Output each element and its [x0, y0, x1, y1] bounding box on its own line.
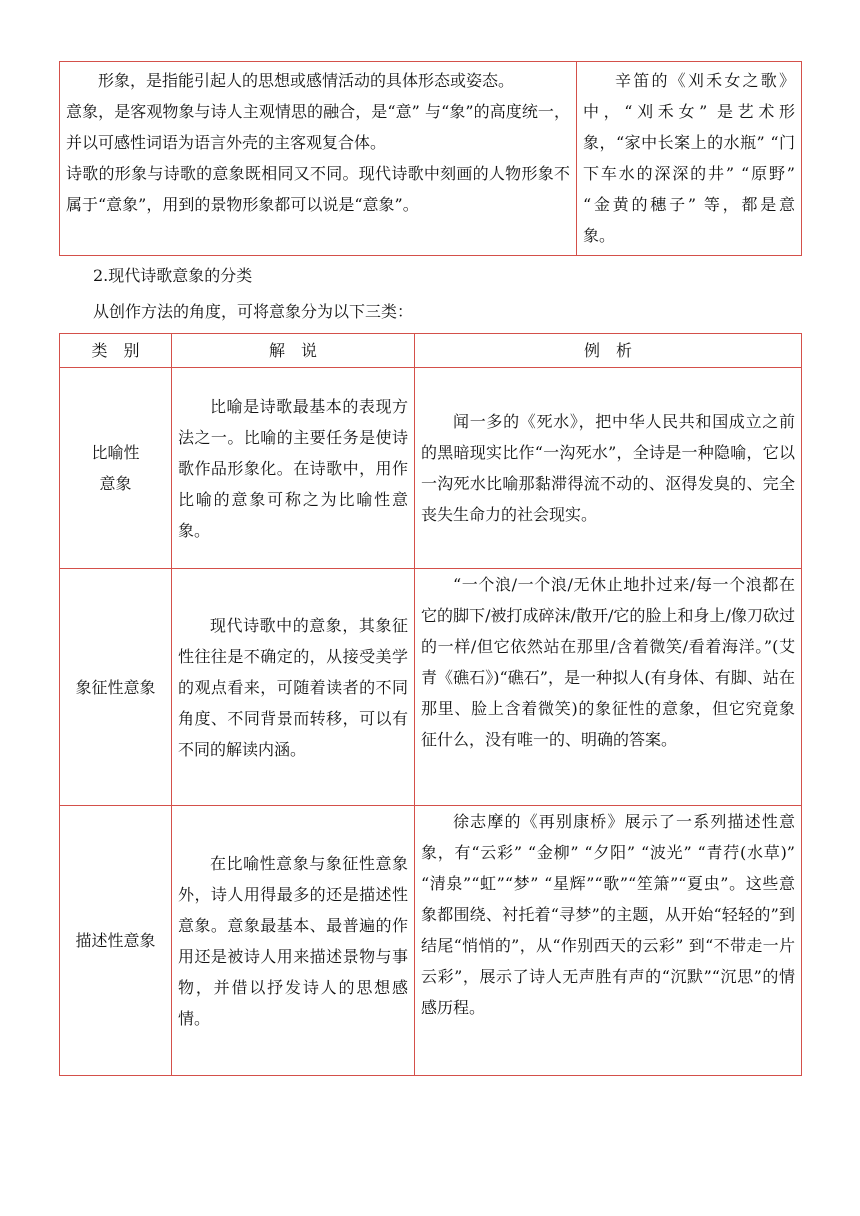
example-text: 徐志摩的《再别康桥》展示了一系列描述性意象，有“云彩” “金柳” “夕阳” “波光” “青荇(水草)” “清泉”“虹”“梦” “星辉”“歌”“笙箫”“夏虫”。这些意象都围绕、衬托着“寻梦”的主题，从开始“轻轻的”到结尾“悄悄的”，从“作别西天的云彩” 到“不带走一片云彩”，展示了诗人无声胜有声的“沉默”“沉思”的情感历程。 — [421, 812, 795, 1017]
example-text: “一个浪/一个浪/无休止地扑过来/每一个浪都在它的脚下/被打成碎沫/散开/它的脸上和身上/像刀砍过的一样/但它依然站在那里/含着微笑/看着海洋。”(艾青《礁石》)“礁石”，是一种拟人(有身体、有脚、站在那里、脸上含着微笑)的象征性的意象，但它究竟象征什么，没有唯一的、明确的答案。 — [421, 575, 795, 749]
explanation-text: 现代诗歌中的意象，其象征性往往是不确定的，从接受美学的观点看来，可随着读者的不同角度、不同背景而转移，可以有不同的解读内涵。 — [178, 615, 408, 759]
example-cell — [415, 368, 802, 569]
concept-example-text: 辛笛的《刈禾女之歌》中，“刈禾女” 是艺术形象，“家中长案上的水瓶” “门下车水的深深的井” “原野” “金黄的穗子” 等，都是意象。 — [583, 71, 795, 245]
table-row — [60, 569, 802, 806]
example-cell — [415, 806, 802, 1076]
explanation-cell — [172, 569, 415, 806]
table-row — [60, 806, 802, 1076]
explanation-cell — [172, 368, 415, 569]
definition-xingxiang: 形象，是指能引起人的思想或感情活动的具体形态或姿态。 — [98, 71, 515, 90]
section-intro: 从创作方法的角度，可将意象分为以下三类： — [93, 302, 414, 321]
category-label: 描述性意象 — [75, 931, 156, 950]
concept-example-cell — [577, 62, 802, 256]
concept-definitions-cell — [60, 62, 577, 256]
table-row — [60, 368, 802, 569]
table-header-row — [60, 334, 802, 368]
concept-box-row — [60, 62, 802, 256]
header-category: 类 别 — [60, 334, 172, 368]
explanation-text: 在比喻性意象与象征性意象外，诗人用得最多的还是描述性意象。意象最基本、最普遍的作用还是被诗人用来描述景物与事物，并借以抒发诗人的思想感情。 — [178, 853, 408, 1028]
category-cell — [60, 806, 172, 1076]
category-label: 象征性意象 — [75, 677, 156, 697]
explanation-text: 比喻是诗歌最基本的表现方法之一。比喻的主要任务是使诗歌作品形象化。在诗歌中，用作比喻的意象可称之为比喻性意象。 — [178, 396, 408, 540]
category-label: 比喻性 — [91, 443, 140, 462]
explanation-cell — [172, 806, 415, 1076]
category-cell — [60, 368, 172, 569]
category-label-line2: 意象 — [99, 474, 132, 493]
header-example: 例 析 — [415, 334, 802, 368]
definition-comparison: 诗歌的形象与诗歌的意象既相同又不同。现代诗歌中刻画的人物形象不属于“意象”，用到的景物形象都可以说是“意象”。 — [66, 164, 570, 214]
header-explanation: 解 说 — [172, 334, 415, 368]
category-cell — [60, 569, 172, 806]
definition-yixiang: 意象，是客观物象与诗人主观情思的融合，是“意” 与“象”的高度统一，并以可感性词语为语言外壳的主客观复合体。 — [66, 102, 570, 152]
example-text: 闻一多的《死水》，把中华人民共和国成立之前的黑暗现实比作“一沟死水”，全诗是一种隐喻，它以一沟死水比喻那黏滞得流不动的、沤得发臭的、完全丧失生命力的社会现实。 — [421, 412, 795, 524]
example-cell — [415, 569, 802, 806]
section-heading: 2.现代诗歌意象的分类 — [93, 266, 253, 285]
concept-box — [59, 61, 802, 256]
imagery-classification-table — [59, 333, 802, 1076]
